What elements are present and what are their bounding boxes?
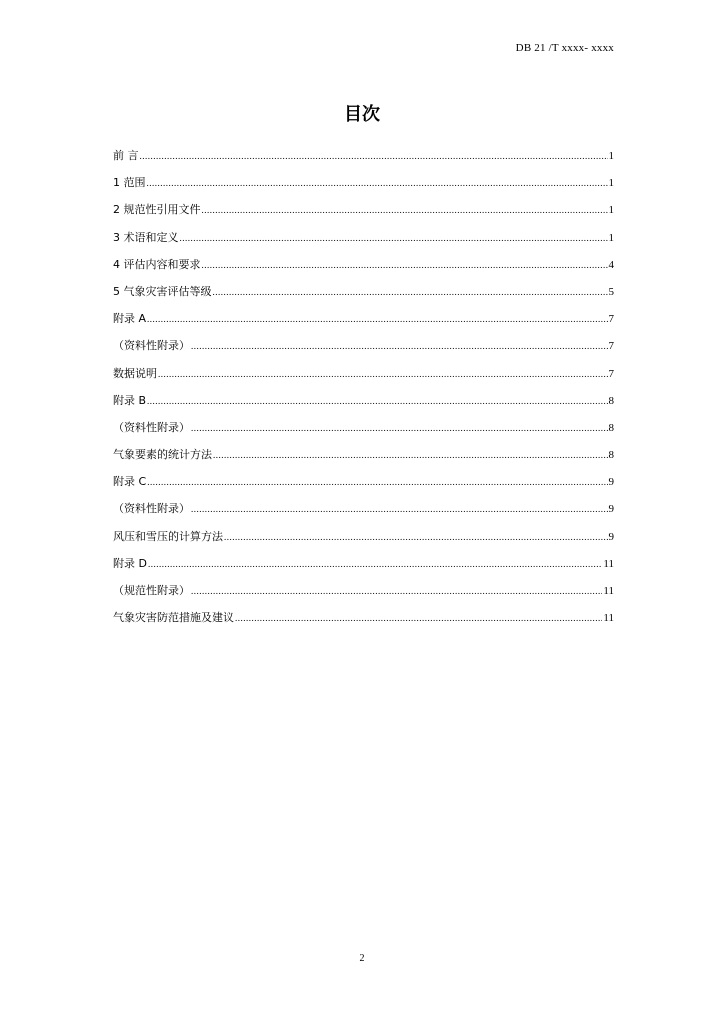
toc-entry-label: 附录 D <box>113 556 147 570</box>
toc-entry-label: 风压和雪压的计算方法 <box>113 529 223 543</box>
toc-entry-appendix-d-type[interactable] <box>113 581 614 608</box>
toc-leader-dots <box>147 173 608 193</box>
toc-entry-page: 7 <box>608 367 614 380</box>
toc-entry-page: 8 <box>608 421 614 434</box>
page-number: 2 <box>359 953 365 964</box>
toc-entry-page: 9 <box>608 530 614 543</box>
toc-entry-data-description[interactable] <box>113 364 614 391</box>
toc-entry-label: （资料性附录） <box>113 420 190 434</box>
toc-entry-label: 附录 C <box>113 475 147 489</box>
toc-entry-assessment-content[interactable] <box>113 255 614 282</box>
toc-leader-dots <box>202 255 608 275</box>
toc-entry-appendix-a-type[interactable] <box>113 336 614 363</box>
toc-entry-label: 前 言 <box>113 149 139 162</box>
toc-entry-appendix-d[interactable] <box>113 554 614 581</box>
toc-leader-dots <box>213 445 608 465</box>
toc-entry-label: 1 范围 <box>113 176 146 190</box>
toc-entry-page: 1 <box>608 150 614 162</box>
toc-entry-scope[interactable] <box>113 173 614 200</box>
toc-leader-dots <box>191 418 608 438</box>
toc-entry-statistics-method[interactable] <box>113 445 614 472</box>
toc-leader-dots <box>202 200 608 220</box>
toc-entry-appendix-c[interactable] <box>113 472 614 499</box>
toc-entry-page: 11 <box>603 557 614 570</box>
toc-entry-page: 11 <box>603 585 614 597</box>
toc-leader-dots <box>235 608 602 628</box>
toc-entry-label: 数据说明 <box>113 366 157 380</box>
toc-entry-appendix-b-type[interactable] <box>113 418 614 445</box>
toc-entry-label: （资料性附录） <box>113 339 190 353</box>
toc-entry-normative-references[interactable] <box>113 200 614 227</box>
toc-entry-page: 4 <box>608 258 614 271</box>
toc-entry-page: 1 <box>608 177 614 190</box>
toc-leader-dots <box>213 282 608 302</box>
toc-entry-label: 2 规范性引用文件 <box>113 203 201 217</box>
toc-leader-dots <box>147 391 607 411</box>
toc-leader-dots <box>158 364 608 384</box>
toc-entry-page: 8 <box>608 449 614 462</box>
toc-entry-foreword[interactable] <box>113 146 614 173</box>
toc-leader-dots <box>224 527 608 547</box>
toc-entry-page: 8 <box>608 394 614 407</box>
toc-entry-label: 气象灾害防范措施及建议 <box>113 611 234 625</box>
toc-entry-label: （规范性附录） <box>113 584 190 597</box>
toc-entry-appendix-a[interactable] <box>113 309 614 336</box>
toc-entry-appendix-b[interactable] <box>113 391 614 418</box>
table-of-contents <box>113 146 614 635</box>
toc-entry-label: （资料性附录） <box>113 502 190 516</box>
toc-leader-dots <box>191 499 608 519</box>
toc-leader-dots <box>140 146 608 166</box>
toc-entry-label: 3 术语和定义 <box>113 230 179 244</box>
toc-title: 目次 <box>344 104 380 125</box>
toc-entry-label: 附录 A <box>113 312 147 326</box>
toc-entry-appendix-c-type[interactable] <box>113 499 614 526</box>
toc-entry-page: 9 <box>608 503 614 516</box>
toc-leader-dots <box>191 336 608 356</box>
toc-leader-dots <box>148 554 602 574</box>
toc-leader-dots <box>147 309 607 329</box>
toc-entry-prevention-measures[interactable] <box>113 608 614 635</box>
toc-entry-wind-snow-pressure[interactable] <box>113 527 614 554</box>
toc-leader-dots <box>191 581 602 601</box>
toc-entry-page: 5 <box>608 285 614 298</box>
toc-entry-label: 气象要素的统计方法 <box>113 448 212 462</box>
document-code-header: DB 21 /T xxxx- xxxx <box>515 42 614 54</box>
toc-entry-page: 7 <box>608 313 614 326</box>
toc-entry-label: 4 评估内容和要求 <box>113 257 201 271</box>
toc-entry-terms-definitions[interactable] <box>113 228 614 255</box>
toc-leader-dots <box>147 472 607 492</box>
toc-entry-page: 7 <box>608 340 614 353</box>
toc-entry-page: 11 <box>603 612 614 625</box>
toc-entry-label: 附录 B <box>113 393 147 407</box>
toc-entry-page: 9 <box>608 476 614 489</box>
toc-entry-page: 1 <box>608 204 614 217</box>
toc-entry-disaster-grade[interactable] <box>113 282 614 309</box>
toc-leader-dots <box>180 228 608 248</box>
toc-entry-page: 1 <box>608 231 614 244</box>
toc-entry-label: 5 气象灾害评估等级 <box>113 284 212 298</box>
